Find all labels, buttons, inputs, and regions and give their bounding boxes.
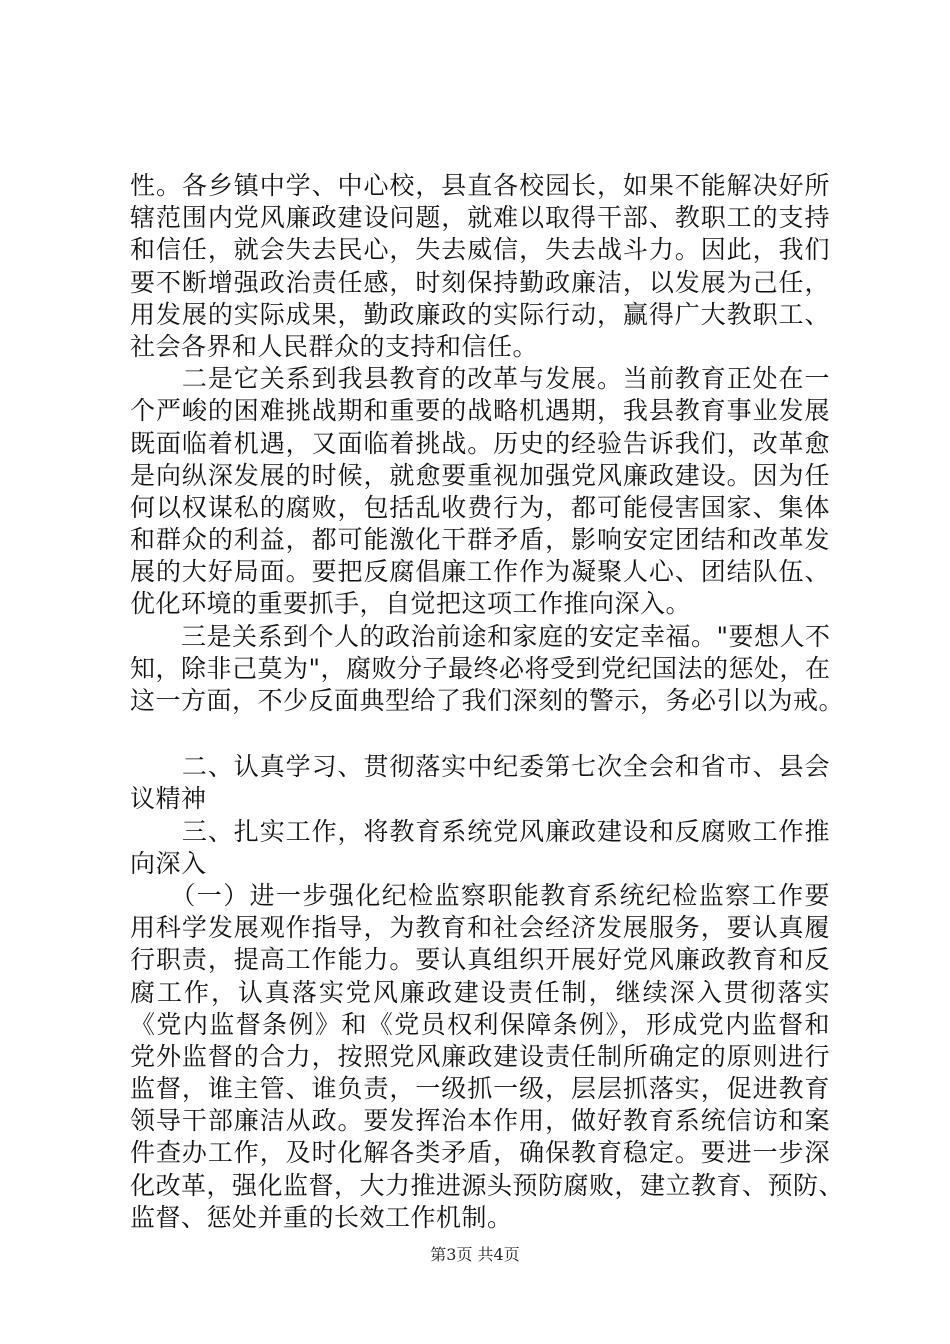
text-line: 三、扎实工作，将教育系统党风廉政建设和反腐败工作推 xyxy=(130,816,830,846)
text-line: 用发展的实际成果，勤政廉政的实际行动，赢得广大教职工、 xyxy=(130,299,830,329)
document-body xyxy=(130,170,845,1234)
section-heading xyxy=(130,751,830,815)
text-line: 知，除非己莫为"，腐败分子最终必将受到党纪国法的惩处，在 xyxy=(130,653,831,683)
text-line: 监督、惩处并重的长效工作机制。 xyxy=(130,1202,513,1232)
text-line: 三是关系到个人的政治前途和家庭的安定幸福。"要想人不 xyxy=(130,621,831,651)
text-line: 腐工作，认真落实党风廉政建设责任制，继续深入贯彻落实 xyxy=(130,977,830,1007)
text-line: 监督，谁主管、谁负责，一级抓一级，层层抓落实，促进教育 xyxy=(130,1074,830,1104)
text-line: 和群众的利益，都可能激化干群矛盾，影响安定团结和改革发 xyxy=(130,525,830,555)
paragraph xyxy=(130,880,845,1234)
text-line: 何以权谋私的腐败，包括乱收费行为，都可能侵害国家、集体 xyxy=(130,492,830,522)
paragraph xyxy=(130,170,830,363)
text-line: 个严峻的困难挑战期和重要的战略机遇期，我县教育事业发展 xyxy=(130,396,830,426)
text-line: （一）进一步强化纪检监察职能教育系统纪检监察工作要 xyxy=(130,880,830,910)
text-line: 领导干部廉洁从政。要发挥治本作用，做好教育系统信访和案 xyxy=(130,1106,830,1136)
text-line: 社会各界和人民群众的支持和信任。 xyxy=(130,331,539,361)
page-number-footer: 第3页 共4页 xyxy=(430,1245,520,1264)
section-heading xyxy=(130,816,830,880)
text-line: 行职责，提高工作能力。要认真组织开展好党风廉政教育和反 xyxy=(130,945,830,975)
text-line: 《党内监督条例》和《党员权利保障条例》，形成党内监督和 xyxy=(130,1009,830,1039)
text-line: 展的大好局面。要把反腐倡廉工作作为凝聚人心、团结队伍、 xyxy=(130,557,830,587)
text-line: 辖范围内党风廉政建设问题，就难以取得干部、教职工的支持 xyxy=(130,203,830,233)
text-line: 性。各乡镇中学、中心校，县直各校园长，如果不能解决好所 xyxy=(130,171,830,200)
text-line: 二是它关系到我县教育的改革与发展。当前教育正处在一 xyxy=(130,364,830,394)
text-line: 和信任，就会失去民心，失去威信，失去战斗力。因此，我们 xyxy=(130,235,830,265)
text-line: 这一方面，不少反面典型给了我们深刻的警示，务必引以为戒。 xyxy=(130,686,845,715)
text-line: 议精神 xyxy=(130,784,207,814)
text-line: 要不断增强政治责任感，时刻保持勤政廉洁，以发展为己任， xyxy=(130,267,830,297)
text-line: 用科学发展观作指导，为教育和社会经济发展服务，要认真履 xyxy=(130,913,830,943)
text-line: 优化环境的重要抓手，自觉把这项工作推向深入。 xyxy=(130,589,692,619)
text-line: 件查办工作，及时化解各类矛盾，确保教育稳定。要进一步深 xyxy=(130,1138,830,1168)
text-line: 二、认真学习、贯彻落实中纪委第七次全会和省市、县会 xyxy=(130,752,830,782)
paragraph xyxy=(130,621,845,718)
text-line: 向深入 xyxy=(130,848,207,878)
text-line: 既面临着机遇，又面临着挑战。历史的经验告诉我们，改革愈 xyxy=(130,428,830,458)
text-line: 是向纵深发展的时候，就愈要重视加强党风廉政建设。因为任 xyxy=(130,460,830,490)
text-line: 化改革，强化监督，大力推进源头预防腐败，建立教育、预防、 xyxy=(130,1170,845,1200)
paragraph xyxy=(130,363,830,621)
text-line: 党外监督的合力，按照党风廉政建设责任制所确定的原则进行 xyxy=(130,1041,830,1071)
paragraph-gap xyxy=(130,717,830,751)
